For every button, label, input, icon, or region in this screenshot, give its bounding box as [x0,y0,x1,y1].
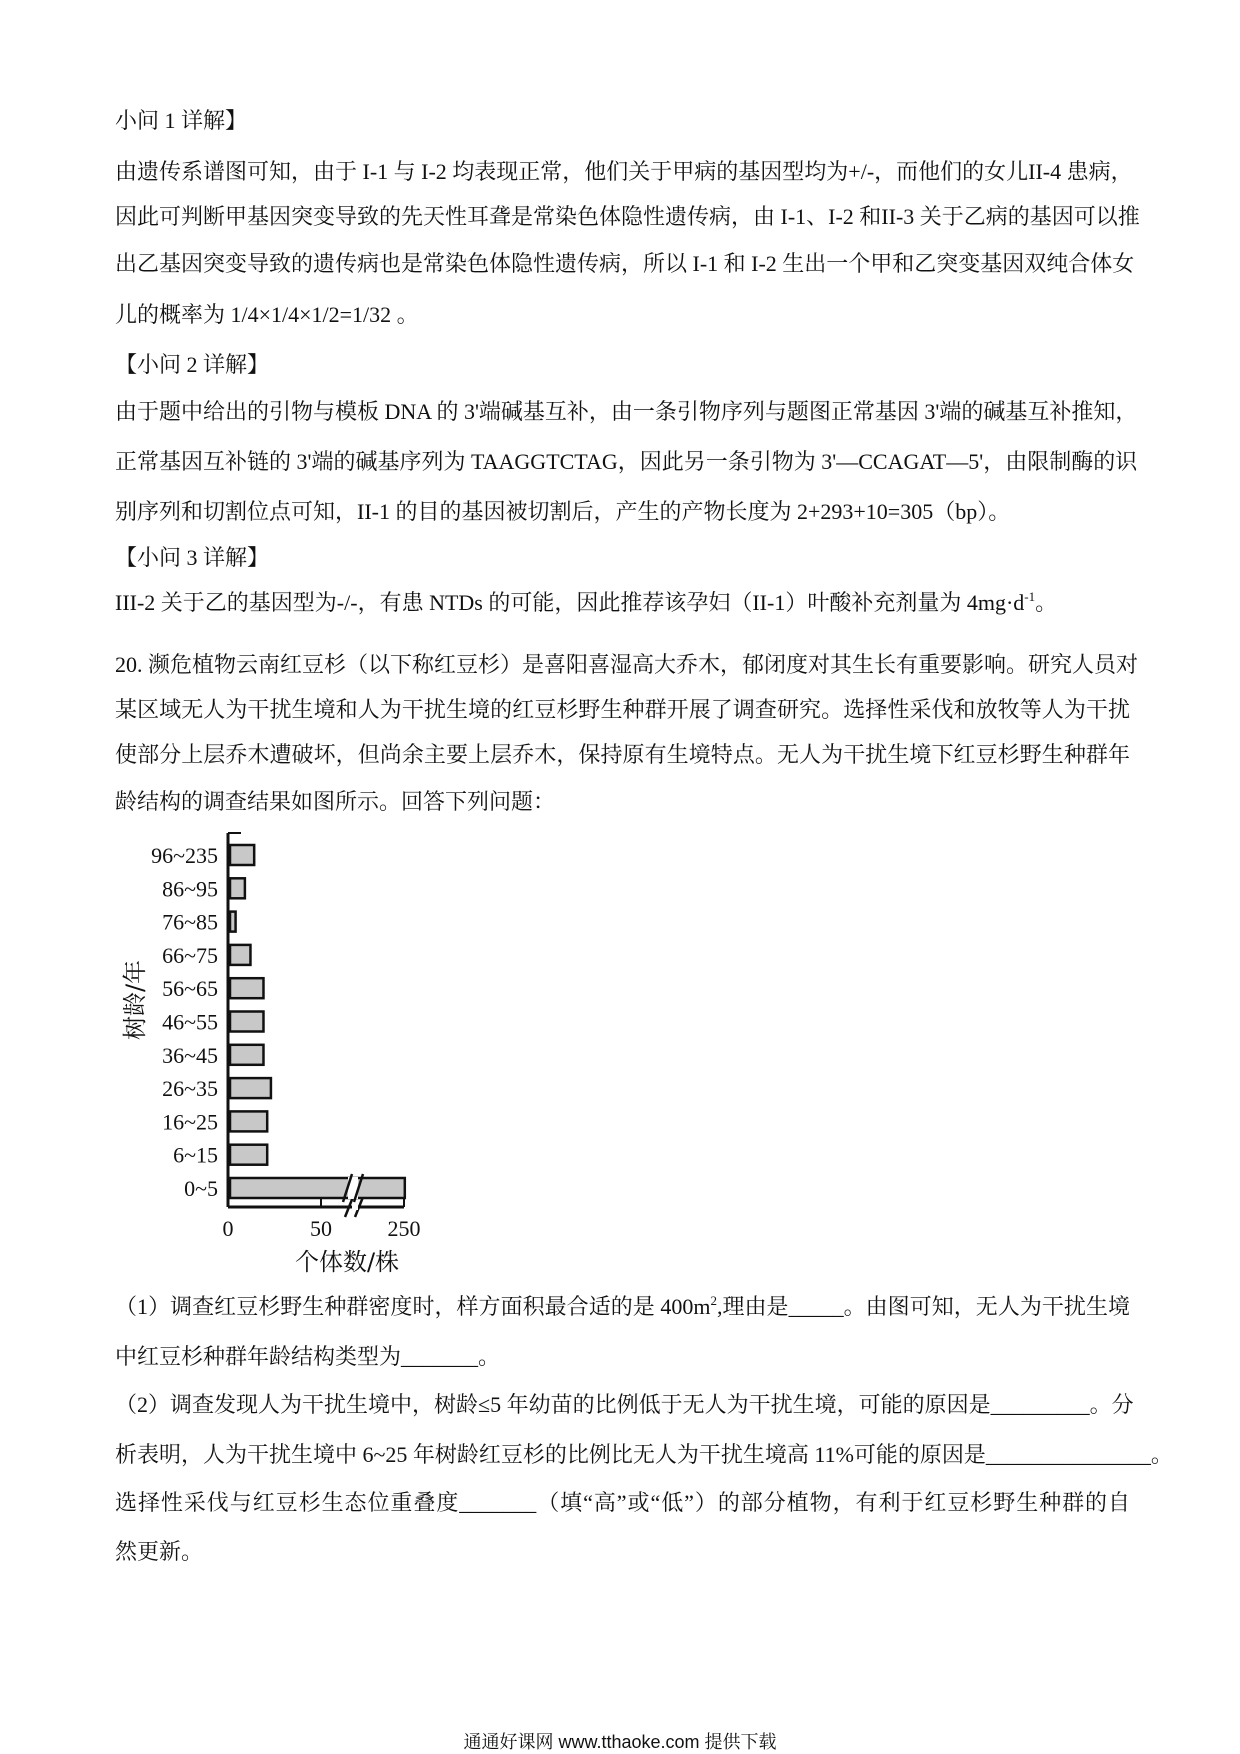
q2-line: 析表明，人为干扰生境中 6~25 年树龄红豆杉的比例比无人为干扰生境高 11%可能的原因是_______________。 [115,1442,1173,1467]
x-tick-label: 250 [387,1216,421,1241]
part3-sup: -1 [1024,589,1036,604]
y-axis-label: 树龄/年 [121,959,149,1041]
q1-text: （1）调查红豆杉野生种群密度时，样方面积最合适的是 400m [115,1294,711,1319]
y-tick-label: 56~65 [162,976,218,1002]
part1-line: 因此可判断甲基因突变导致的先天性耳聋是常染色体隐性遗传病，由 I-1、I-2 和II-3 关于乙病的基因可以推 [115,204,1140,229]
footer-credit: 通通好课网 www.tthaoke.com 提供下载 [463,1732,777,1752]
y-tick-label: 6~15 [173,1142,218,1168]
bar-16~25 [230,1111,267,1131]
q20-line: 龄结构的调查结果如图所示。回答下列问题： [115,789,556,814]
y-tick-label: 76~85 [162,909,218,935]
bar-96~235 [230,845,254,865]
part3-line [115,587,1130,619]
bar-0~5 [230,1178,405,1198]
q2-line: 选择性采伐与红豆杉生态位重叠度_______（填“高”或“低”）的部分植物，有利于红豆杉野生种群的自 [115,1490,1130,1515]
part3-end: 。 [1035,590,1058,615]
bar-56~65 [230,978,263,998]
part1-line: 由遗传系谱图可知，由于 I-1 与 I-2 均表现正常，他们关于甲病的基因型均为+/-，而他们的女儿II-4 患病， [115,159,1133,184]
part2-line: 由于题中给出的引物与模板 DNA 的 3'端碱基互补，由一条引物序列与题图正常基因 3'端的碱基互补推知， [115,399,1138,424]
q1-line: 中红豆杉种群年龄结构类型为_______。 [115,1344,501,1369]
y-tick-label: 26~35 [162,1076,218,1102]
q1-line [115,1291,1130,1323]
y-tick-label: 86~95 [162,876,218,902]
bar-66~75 [230,945,250,965]
q1-sup: 2 [710,1293,717,1308]
q1-text-b: ,理由是_____。由图可知，无人为干扰生境 [716,1294,1130,1319]
part1-line: 出乙基因突变导致的遗传病也是常染色体隐性遗传病，所以 I-1 和 I-2 生出一个甲和乙突变基因双纯合体女 [115,251,1135,276]
bar-36~45 [230,1045,263,1065]
x-tick-label: 50 [310,1216,332,1241]
axis-break-gap [352,1204,358,1210]
part2-heading: 【小问 2 详解】 [115,352,270,377]
y-tick-label: 46~55 [162,1009,218,1035]
y-tick-label: 66~75 [162,942,218,968]
bar-76~85 [230,912,236,932]
y-tick-label: 16~25 [162,1109,218,1135]
x-axis-label: 个体数/株 [294,1248,400,1276]
q20-line: 20. 濒危植物云南红豆杉（以下称红豆杉）是喜阳喜湿高大乔木，郁闭度对其生长有重要影响。研究人员对 [115,652,1139,677]
age-structure-chart [110,820,430,1280]
q20-line: 使部分上层乔木遭破坏，但尚余主要上层乔木，保持原有生境特点。无人为干扰生境下红豆杉野生种群年 [115,742,1130,767]
x-tick-label: 0 [222,1216,234,1241]
part2-line: 正常基因互补链的 3'端的碱基序列为 TAAGGTCTAG，因此另一条引物为 3'—CCAGAT—5'，由限制酶的识 [115,449,1138,474]
part1-heading: 小问 1 详解】 [115,108,248,133]
part3-text: III-2 关于乙的基因型为-/-，有患 NTDs 的可能，因此推荐该孕妇（II-1）叶酸补充剂量为 4mg·d [115,590,1025,615]
q2-line: （2）调查发现人为干扰生境中，树龄≤5 年幼苗的比例低于无人为干扰生境，可能的原因是_________。分 [115,1392,1134,1417]
bar-26~35 [230,1078,271,1098]
part2-line: 别序列和切割位点可知，II-1 的目的基因被切割后，产生的产物长度为 2+293+10=305（bp）。 [115,499,1011,524]
bar-86~95 [230,878,245,898]
y-tick-label: 0~5 [184,1176,218,1201]
q2-line: 然更新。 [115,1539,204,1564]
bar-6~15 [230,1145,267,1165]
part1-line: 儿的概率为 1/4×1/4×1/2=1/32 。 [115,302,419,327]
bar-46~55 [230,1012,263,1032]
y-tick-label: 36~45 [162,1042,218,1068]
q20-line: 某区域无人为干扰生境和人为干扰生境的红豆杉野生种群开展了调查研究。选择性采伐和放牧等人为干扰 [115,697,1130,722]
y-tick-label: 96~235 [151,843,218,868]
part3-heading: 【小问 3 详解】 [115,545,270,570]
